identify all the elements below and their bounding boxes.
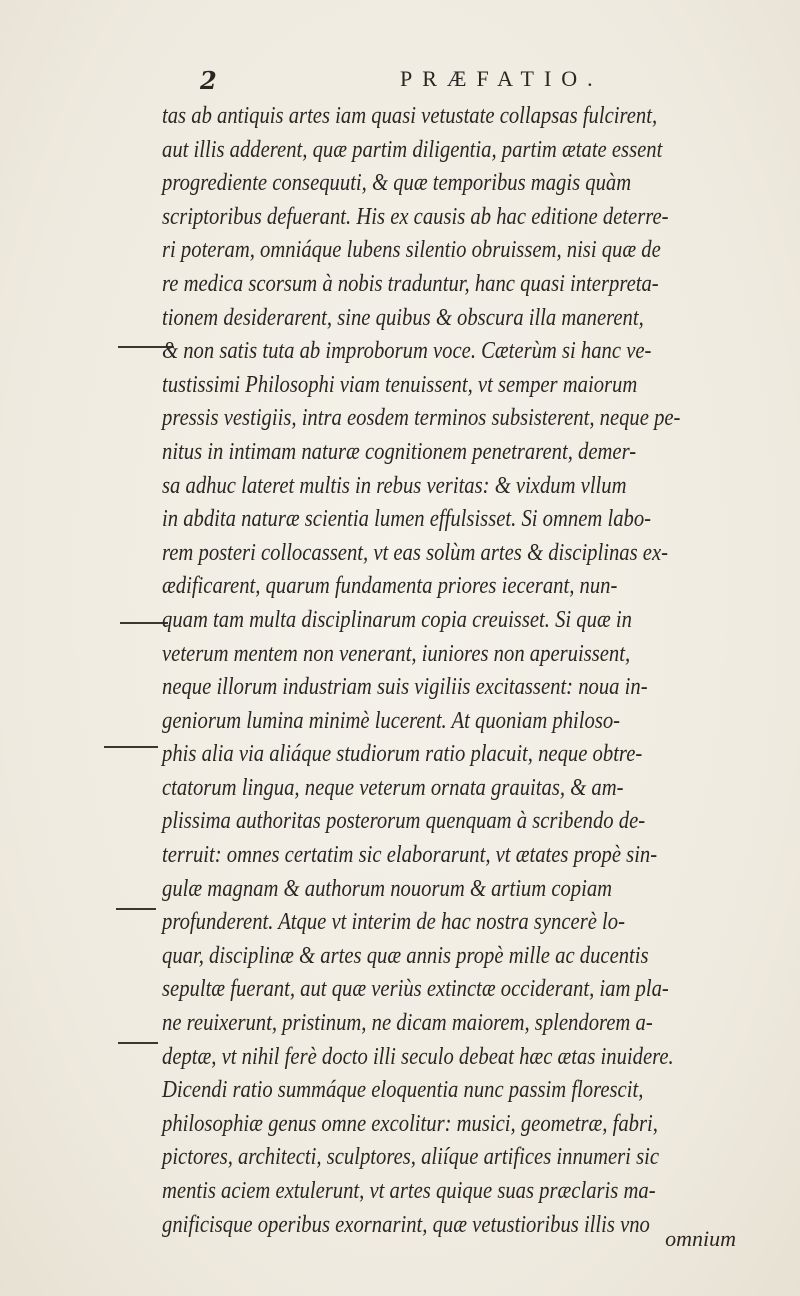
text-line: pressis vestigiis, intra eosdem terminos subsisterent, neque pe- — [162, 405, 681, 432]
margin-rule — [116, 908, 156, 910]
text-line: geniorum lumina minimè lucerent. At quoniam philoso- — [162, 707, 621, 734]
text-line: mentis aciem extulerunt, vt artes quique suas præclaris ma- — [162, 1178, 656, 1204]
text-line: tustissimi Philosophi viam tenuissent, vt semper maiorum — [162, 371, 638, 398]
running-title: PRÆFATIO. — [400, 66, 603, 91]
text-line: plissima authoritas posterorum quenquam à scribendo de- — [162, 808, 646, 835]
text-line: sa adhuc lateret multis in rebus veritas: & vixdum vllum — [162, 472, 627, 499]
text-line: aut illis adderent, quæ partim diligentia, partim ætate essent — [162, 136, 663, 163]
catchword: omnium — [665, 1226, 736, 1251]
page-number: 2 — [200, 66, 217, 95]
text-line: quam tam multa disciplinarum copia creuisset. Si quæ in — [162, 606, 632, 633]
text-line: ne reuixerunt, pristinum, ne dicam maiorem, splendorem a- — [162, 1010, 653, 1037]
text-line: profunderent. Atque vt interim de hac nostra syncerè lo- — [162, 909, 625, 936]
text-line: neque illorum industriam suis vigiliis excitassent: noua in- — [162, 674, 648, 701]
text-line: ri poteram, omniáque lubens silentio obruissem, nisi quæ de — [162, 237, 661, 264]
text-line: in abdita naturæ scientia lumen effulsisset. Si omnem labo- — [162, 506, 652, 533]
text-line: philosophiæ genus omne excolitur: musici, geometræ, fabri, — [162, 1110, 658, 1137]
text-line: quar, disciplinæ & artes quæ annis propè mille ac ducentis — [162, 942, 649, 969]
text-line: terruit: omnes certatim sic elaborarunt, vt ætates propè sin- — [162, 842, 658, 869]
text-line: gnificisque operibus exornarint, quæ vetustioribus illis vno — [162, 1211, 650, 1238]
text-line: rem posteri collocassent, vt eas solùm artes & disciplinas ex- — [162, 539, 669, 566]
text-line: ctatorum lingua, neque veterum ornata grauitas, & am- — [162, 774, 624, 801]
margin-rule — [118, 1042, 158, 1044]
page-header — [200, 66, 760, 96]
text-line: & non satis tuta ab improborum voce. Cæterùm si hanc ve- — [162, 338, 652, 365]
text-line: re medica scorsum à nobis traduntur, hanc quasi interpreta- — [162, 270, 659, 297]
text-line: nitus in intimam naturæ cognitionem penetrarent, demer- — [162, 438, 637, 465]
text-line: Dicendi ratio summáque eloquentia nunc passim florescit, — [162, 1077, 644, 1104]
text-line: scriptoribus defuerant. His ex causis ab hac editione deterre- — [162, 203, 669, 230]
text-line: veterum mentem non venerant, iuniores non aperuissent, — [162, 640, 631, 667]
text-line: progrediente consequuti, & quæ temporibus magis quàm — [162, 170, 632, 197]
text-line: pictores, architecti, sculptores, aliíque artifices innumeri sic — [162, 1144, 660, 1171]
text-line: deptæ, vt nihil ferè docto illi seculo debeat hæc ætas inuidere. — [162, 1043, 674, 1070]
text-line: sepultæ fuerant, aut quæ veriùs extinctæ occiderant, iam pla- — [162, 976, 669, 1003]
margin-rule — [104, 746, 158, 748]
text-line: phis alia via aliáque studiorum ratio placuit, neque obtre- — [162, 741, 643, 768]
margin-rule — [120, 622, 168, 624]
text-line: tionem desiderarent, sine quibus & obscura illa manerent, — [162, 304, 644, 331]
text-line: ædificarent, quarum fundamenta priores iecerant, nun- — [162, 573, 618, 600]
body-text — [162, 100, 800, 1242]
text-line: gulæ magnam & authorum nouorum & artium copiam — [162, 875, 613, 902]
text-line: tas ab antiquis artes iam quasi vetustate collapsas fulcirent, — [162, 103, 658, 129]
